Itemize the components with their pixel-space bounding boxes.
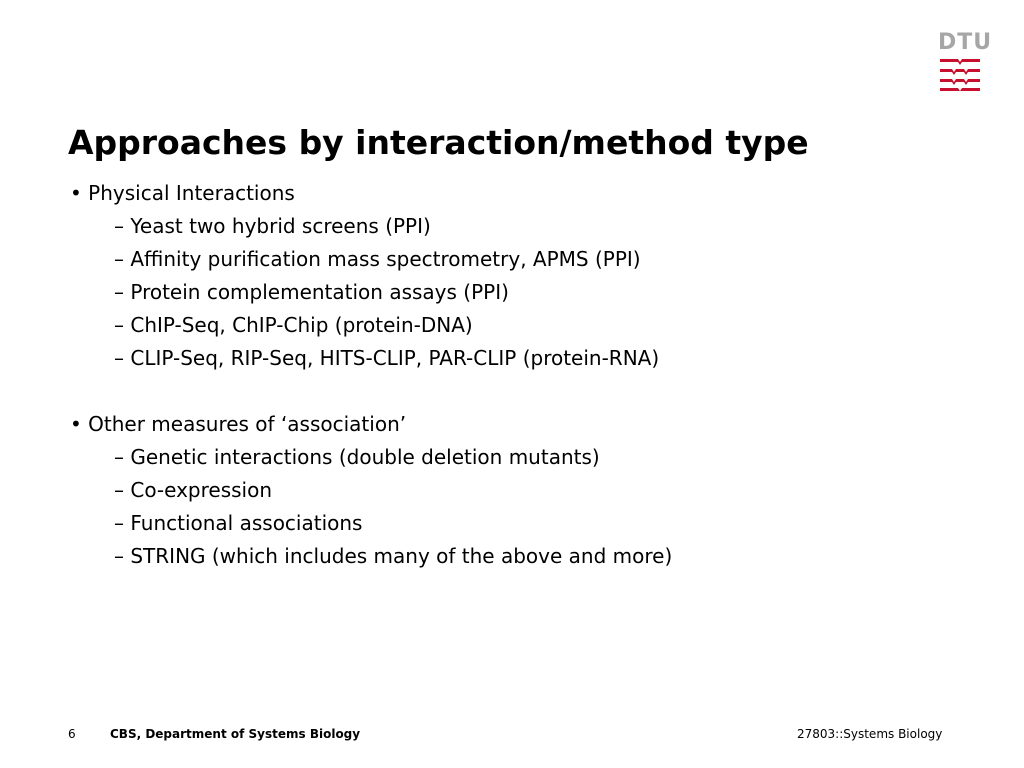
sub-item: – Functional associations — [114, 511, 363, 535]
footer-department: CBS, Department of Systems Biology — [110, 727, 361, 741]
slide-content — [70, 177, 672, 573]
sub-item: – CLIP-Seq, RIP-Seq, HITS-CLIP, PAR-CLIP (protein-RNA) — [114, 346, 660, 370]
sub-item: – ChIP-Seq, ChIP-Chip (protein-DNA) — [114, 313, 473, 337]
sub-item: – Genetic interactions (double deletion mutants) — [114, 445, 600, 469]
dtu-wave-icon — [938, 59, 982, 92]
bullet-physical-interactions: • Physical Interactions — [70, 181, 295, 205]
logo-text: DTU — [938, 30, 993, 55]
sub-item: – Yeast two hybrid screens (PPI) — [114, 214, 431, 238]
page-number: 6 — [68, 727, 76, 741]
sub-item: – Co-expression — [114, 478, 273, 502]
slide-title: Approaches by interaction/method type — [68, 123, 809, 162]
dtu-logo — [938, 30, 993, 92]
sub-item: – STRING (which includes many of the above and more) — [114, 544, 673, 568]
bullet-other-measures: • Other measures of ‘association’ — [70, 412, 407, 436]
sub-item: – Protein complementation assays (PPI) — [114, 280, 509, 304]
sub-item: – Affinity purification mass spectrometry, APMS (PPI) — [114, 247, 641, 271]
footer-course: 27803::Systems Biology — [797, 727, 943, 741]
section-spacer — [70, 375, 672, 408]
